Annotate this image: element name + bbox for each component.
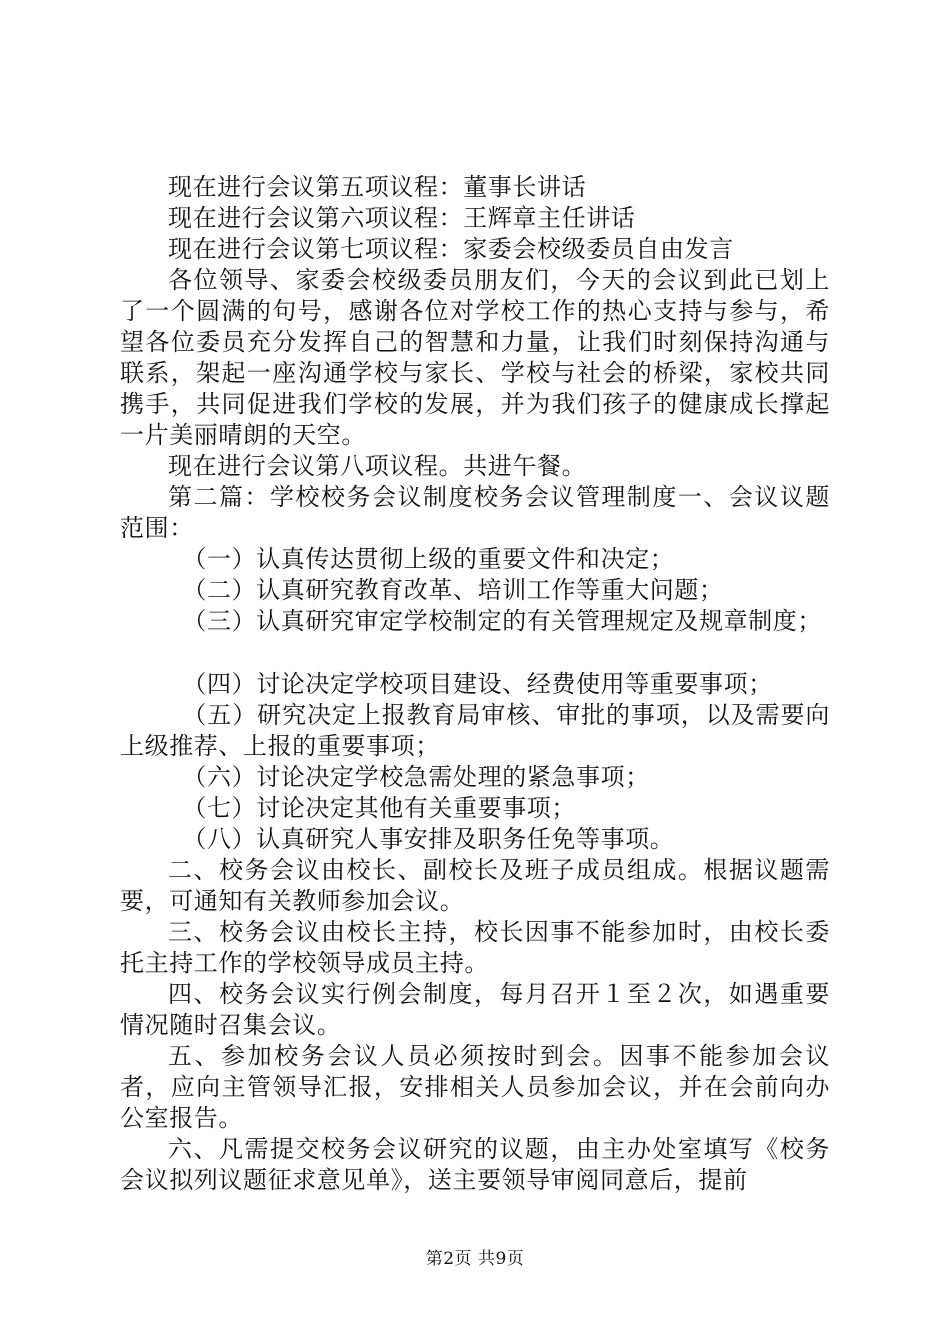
- paragraph-rule-6: 六、凡需提交校务会议研究的议题，由主办处室填写《校务会议拟列议题征求意见单》，送主要领导审阅同意后，提前: [120, 1135, 830, 1194]
- list-item-7: （七）讨论决定其他有关重要事项；: [182, 794, 576, 822]
- paragraph-agenda-5: 现在进行会议第五项议程：董事长讲话: [168, 173, 587, 201]
- list-item-6: （六）讨论决定学校急需处理的紧急事项；: [182, 763, 650, 791]
- list-item-4: （四）讨论决定学校项目建设、经费使用等重要事项；: [182, 670, 773, 698]
- paragraph-rule-4: 四、校务会议实行例会制度，每月召开１至２次，如遇重要情况随时召集会议。: [120, 980, 830, 1039]
- paragraph-rule-2: 二、校务会议由校长、副校长及班子成员组成。根据议题需要，可通知有关教师参加会议。: [120, 856, 830, 915]
- paragraph-closing-remarks: 各位领导、家委会校级委员朋友们，今天的会议到此已划上了一个圆满的句号，感谢各位对学校工作的热心支持与参与，希望各位委员充分发挥自己的智慧和力量，让我们时刻保持沟通与联系，架起一座沟通学校与家长、学校与社会的桥梁，家校共同携手，共同促进我们学校的发展，并为我们孩子的健康成长撑起一片美丽晴朗的天空。: [120, 266, 830, 449]
- paragraph-section-two-heading: 第二篇：学校校务会议制度校务会议管理制度一、会议议题范围：: [120, 483, 830, 542]
- paragraph-agenda-7: 现在进行会议第七项议程：家委会校级委员自由发言: [168, 235, 734, 263]
- paragraph-agenda-8: 现在进行会议第八项议程。共进午餐。: [168, 452, 587, 480]
- list-item-8: （八）认真研究人事安排及职务任免等事项。: [182, 825, 675, 853]
- paragraph-rule-3: 三、校务会议由校长主持，校长因事不能参加时，由校长委托主持工作的学校领导成员主持。: [120, 918, 830, 977]
- paragraph-rule-5: 五、参加校务会议人员必须按时到会。因事不能参加会议者，应向主管领导汇报，安排相关人员参加会议，并在会前向办公室报告。: [120, 1042, 830, 1132]
- list-item-3: （三）认真研究审定学校制定的有关管理规定及规章制度；: [182, 607, 822, 635]
- document-body: [120, 172, 830, 1196]
- list-item-1: （一）认真传达贯彻上级的重要文件和决定；: [182, 545, 675, 573]
- page-number-footer: 第2页 共9页: [425, 1249, 525, 1269]
- list-item-2: （二）认真研究教育改革、培训工作等重大问题；: [182, 576, 724, 604]
- paragraph-agenda-6: 现在进行会议第六项议程：王辉章主任讲话: [168, 204, 636, 232]
- list-item-5: （五）研究决定上报教育局审核、审批的事项，以及需要向上级推荐、上报的重要事项；: [120, 701, 830, 760]
